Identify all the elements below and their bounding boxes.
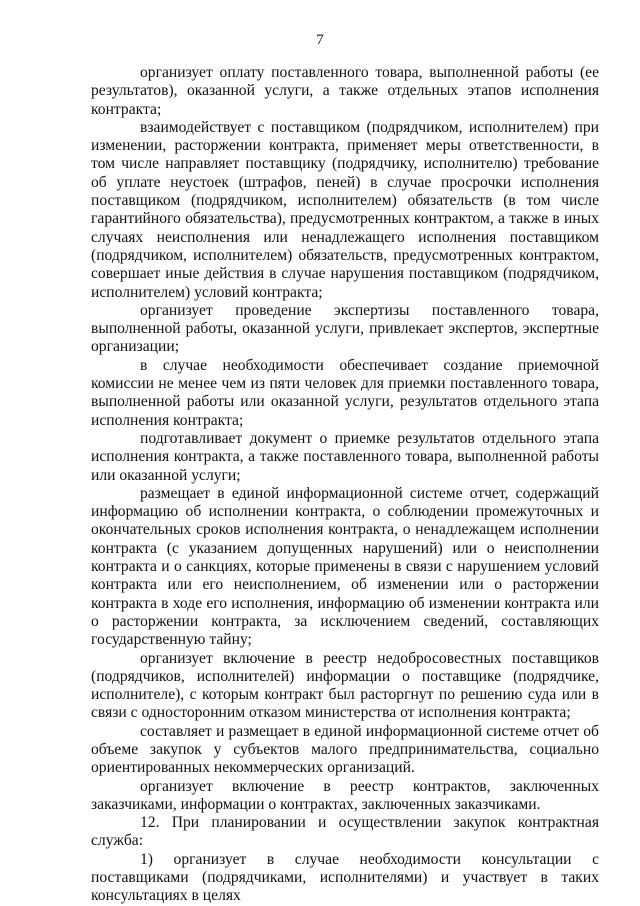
page-number: 7 bbox=[316, 32, 324, 48]
paragraph-section-12: 12. При планировании и осуществлении закупок контрактная служба: bbox=[91, 814, 599, 850]
paragraph-expertise: организует проведение экспертизы поставленного товара, выполненной работы, оказанной услуги, привлекает экспертов, экспертные организации; bbox=[91, 301, 599, 356]
paragraph-payment: организует оплату поставленного товара, выполненной работы (ее результатов), оказанной услуги, а также отдельных этапов исполнения контракта; bbox=[91, 64, 599, 118]
paragraph-unscrupulous-registry: организует включение в реестр недобросовестных поставщиков (подрядчиков, исполнителей) информации о поставщике (подрядчике, исполнителе), с которым контракт был расторгнут по решению суда или в связи с односторонним отказом министерства от исполнения контракта; bbox=[91, 649, 599, 722]
paragraph-acceptance-document: подготавливает документ о приемке результатов отдельного этапа исполнения контракта, а также поставленного товара, выполненной работы или оказанной услуги; bbox=[91, 429, 599, 484]
paragraph-small-business-report: составляет и размещает в единой информационной системе отчет об объеме закупок у субъектов малого предпринимательства, социально ориентированных некоммерческих организаций. bbox=[91, 722, 599, 777]
paragraph-execution-report: размещает в единой информационной системе отчет, содержащий информацию об исполнении контракта, о соблюдении промежуточных и окончательных сроков исполнения контракта, о ненадлежащем исполнении контракта (с указанием допущенных нарушений) или о неисполнении контракта и о санкциях, которые применены в связи с нарушением условий контракта или его неисполнением, об изменении или о расторжении контракта в ходе его исполнения, информацию об изменении контракта или о расторжении контракта, за исключением сведений, составляющих государственную тайну; bbox=[91, 484, 599, 649]
document-body bbox=[91, 64, 599, 906]
paragraph-contract-registry: организует включение в реестр контрактов, заключенных заказчиками, информации о контрактах, заключенных заказчиками. bbox=[91, 777, 599, 813]
paragraph-acceptance-commission: в случае необходимости обеспечивает создание приемочной комиссии не менее чем из пяти человек для приемки поставленного товара, выполненной работы или оказанной услуги, результатов отдельного этапа исполнения контракта; bbox=[91, 356, 599, 429]
paragraph-item-1-consultations: 1) организует в случае необходимости консультации с поставщиками (подрядчиками, исполнителями) и участвует в таких консультациях в целях bbox=[91, 850, 599, 905]
paragraph-supplier-interaction: взаимодействует с поставщиком (подрядчиком, исполнителем) при изменении, расторжении контракта, применяет меры ответственности, в том числе направляет поставщику (подрядчику, исполнителю) требование об уплате неустоек (штрафов, пеней) в случае просрочки исполнения поставщиком (подрядчиком, исполнителем) обязательств (в том числе гарантийного обязательства), предусмотренных контрактом, а также в иных случаях неисполнения или ненадлежащего исполнения поставщиком (подрядчиком, исполнителем) обязательств, предусмотренных контрактом, совершает иные действия в случае нарушения поставщиком (подрядчиком, исполнителем) условий контракта; bbox=[91, 118, 599, 301]
